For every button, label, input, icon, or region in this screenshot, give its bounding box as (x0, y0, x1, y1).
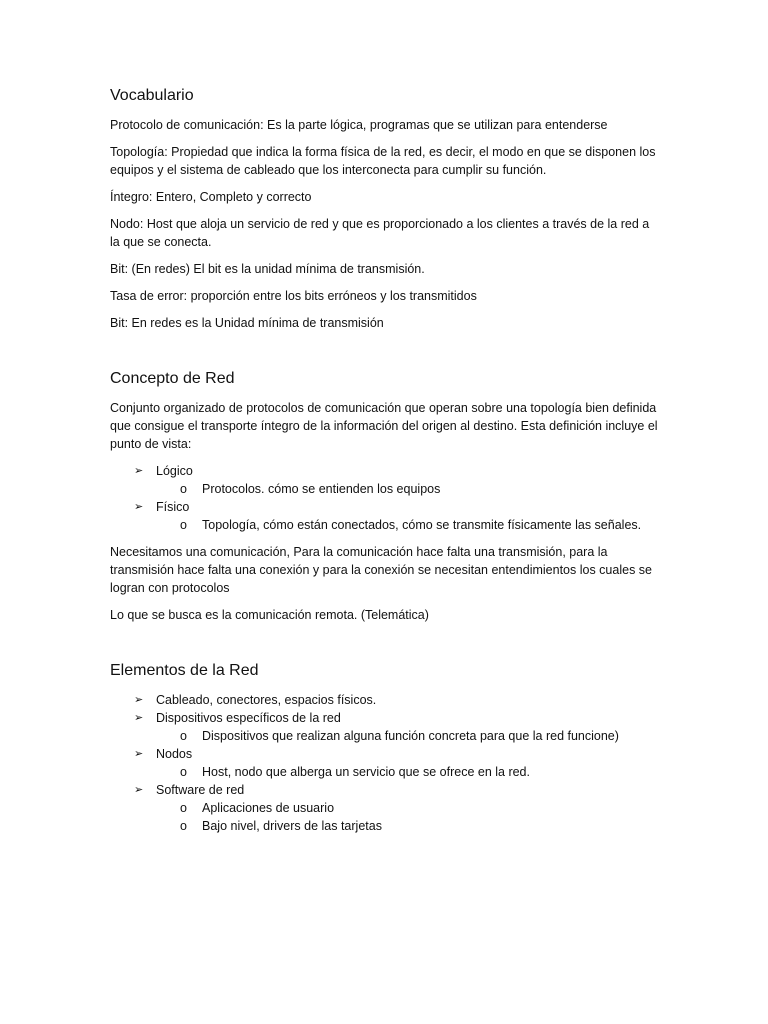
vocab-integro: Íntegro: Entero, Completo y correcto (110, 190, 312, 204)
list-item-label: Dispositivos específicos de la red (156, 711, 341, 725)
circle-bullet-icon: o (180, 819, 187, 833)
section-spacer (110, 633, 658, 661)
heading-elementos-red: Elementos de la Red (110, 662, 259, 679)
list-item-label: Nodos (156, 747, 193, 761)
vocab-protocolo: Protocolo de comunicación: Es la parte lógica, programas que se utilizan para entenderse (110, 118, 608, 132)
sub-list-item (156, 763, 658, 781)
sub-list (156, 727, 658, 745)
list-item-label: Cableado, conectores, espacios físicos. (156, 693, 377, 707)
sub-list-item-label: Aplicaciones de usuario (202, 801, 335, 815)
elementos-list (110, 691, 658, 835)
list-item (110, 691, 658, 709)
sub-list-item (156, 817, 658, 835)
heading-vocabulario: Vocabulario (110, 87, 194, 104)
vocab-bit-redes: Bit: (En redes) El bit es la unidad mínima de transmisión. (110, 262, 425, 276)
document-content (110, 86, 658, 844)
circle-bullet-icon: o (180, 801, 187, 815)
heading-concepto-red: Concepto de Red (110, 370, 235, 387)
arrow-bullet-icon: ➢ (134, 694, 144, 706)
concepto-list (110, 462, 658, 534)
arrow-bullet-icon: ➢ (134, 465, 144, 477)
vocab-tasa-error: Tasa de error: proporción entre los bits erróneos y los transmitidos (110, 289, 477, 303)
sub-list-item-label: Host, nodo que alberga un servicio que se ofrece en la red. (202, 765, 530, 779)
sub-list-item-label: Topología, cómo están conectados, cómo se transmite físicamente las señales. (202, 518, 642, 532)
vocab-bit: Bit: En redes es la Unidad mínima de transmisión (110, 316, 384, 330)
sub-list-item (156, 480, 658, 498)
vocab-topologia: Topología: Propiedad que indica la forma física de la red, es decir, el modo en que se disponen los equipos y el sistema de cableado que los interconecta para cumplir su función. (110, 145, 656, 177)
arrow-bullet-icon: ➢ (134, 784, 144, 796)
concepto-intro: Conjunto organizado de protocolos de comunicación que operan sobre una topología bien definida que consigue el transporte íntegro de la información del origen al destino. Esta definición incluye el punto de vista: (110, 401, 658, 451)
circle-bullet-icon: o (180, 482, 187, 496)
sub-list-item-label: Dispositivos que realizan alguna función concreta para que la red funcione) (202, 729, 619, 743)
vocab-nodo: Nodo: Host que aloja un servicio de red y que es proporcionado a los clientes a través de la red a la que se conecta. (110, 217, 650, 249)
sub-list (156, 480, 658, 498)
list-item (110, 498, 658, 534)
arrow-bullet-icon: ➢ (134, 748, 144, 760)
circle-bullet-icon: o (180, 518, 187, 532)
sub-list-item-label: Bajo nivel, drivers de las tarjetas (202, 819, 382, 833)
list-item-label: Físico (156, 500, 190, 514)
circle-bullet-icon: o (180, 765, 187, 779)
concepto-paragraph-3: Lo que se busca es la comunicación remota. (Telemática) (110, 608, 429, 622)
concepto-paragraph-2: Necesitamos una comunicación, Para la comunicación hace falta una transmisión, para la transmisión hace falta una conexión y para la conexión se necesitan entendimientos los cuales se logran con protocolos (110, 545, 652, 595)
sub-list-item (156, 727, 658, 745)
list-item (110, 781, 658, 835)
arrow-bullet-icon: ➢ (134, 712, 144, 724)
section-spacer (110, 341, 658, 369)
sub-list-item (156, 799, 658, 817)
list-item (110, 745, 658, 781)
list-item-label: Lógico (156, 464, 193, 478)
arrow-bullet-icon: ➢ (134, 501, 144, 513)
list-item (110, 709, 658, 745)
sub-list (156, 516, 658, 534)
sub-list (156, 799, 658, 835)
circle-bullet-icon: o (180, 729, 187, 743)
sub-list (156, 763, 658, 781)
sub-list-item (156, 516, 658, 534)
list-item-label: Software de red (156, 783, 245, 797)
sub-list-item-label: Protocolos. cómo se entienden los equipos (202, 482, 441, 496)
list-item (110, 462, 658, 498)
